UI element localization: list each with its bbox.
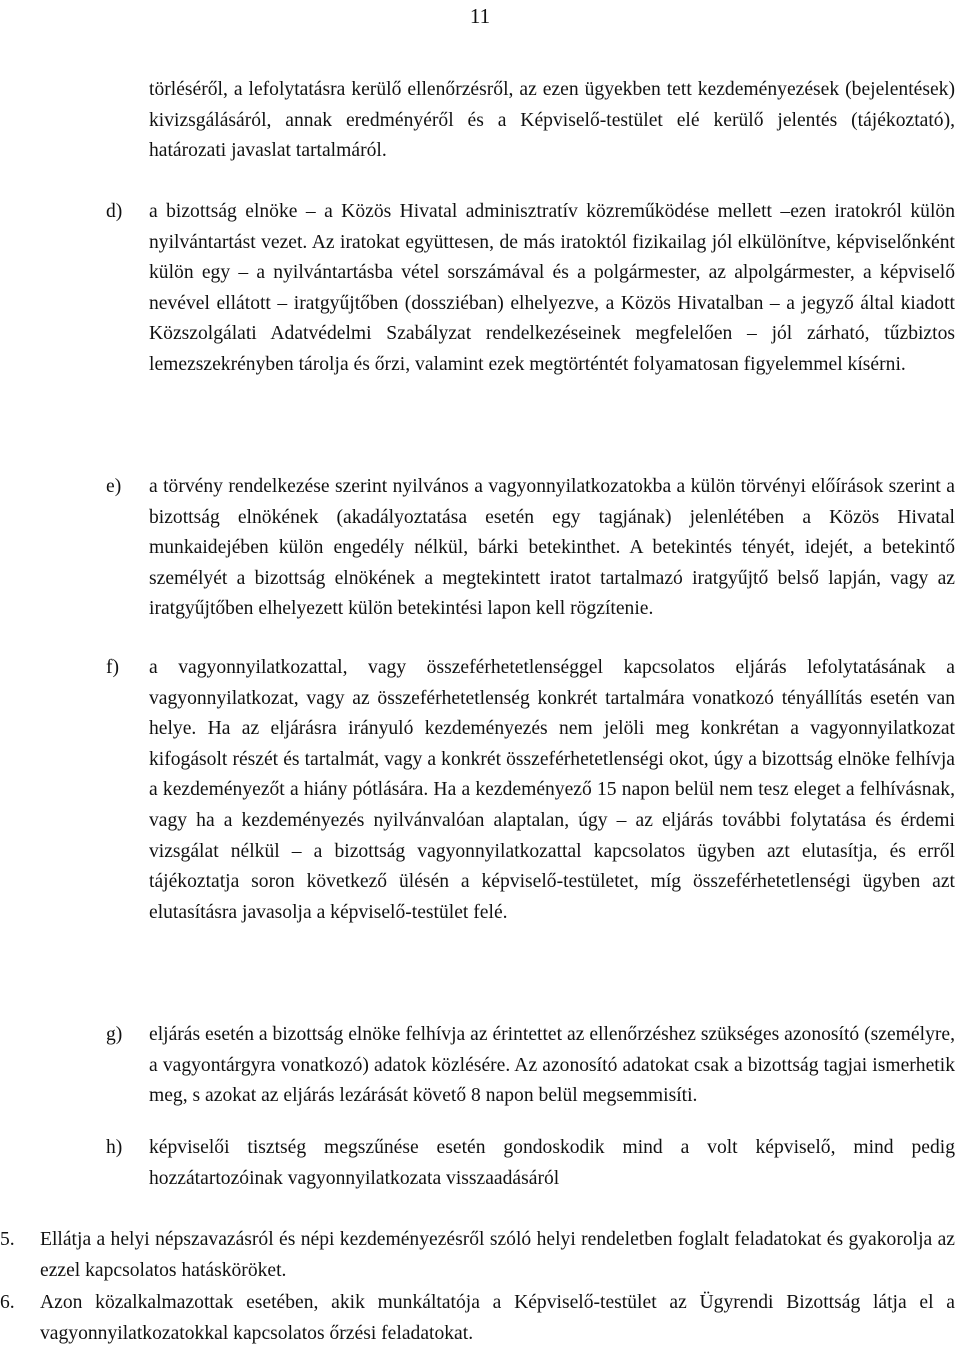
list-item-g — [106, 1020, 955, 1112]
list-marker: d) — [106, 201, 123, 222]
list-item-h — [106, 1133, 955, 1194]
list-item-text: Azon közalkalmazottak esetében, akik munkáltatója a Képviselő-testület az Ügyrendi Bizottság látja el a vagyonnyilatkozatokkal kapcsolatos őrzési feladatokat. — [40, 1292, 955, 1344]
list-item-text: képviselői tisztség megszűnése esetén gondoskodik mind a volt képviselő, mind pedig hozzátartozóinak vagyonnyilatkozata visszaadásáról — [149, 1137, 955, 1189]
list-item-6 — [0, 1288, 955, 1349]
list-marker: f) — [106, 657, 120, 678]
list-marker: h) — [106, 1137, 123, 1158]
list-item-text: a törvény rendelkezése szerint nyilvános a vagyonnyilatkozatokba a külön törvényi előírások szerint a bizottság elnökének (akadályoztatása esetén egy tagjának) jelenlétében a Közös Hivatal munkaidejében külön engedély nélkül, bárki betekinthet. A betekintés tényét, idejét, a betekintő személyét a bizottság elnökének a megtekintett iratot tartalmazó iratgyűjtő belső lapján, vagy az iratgyűjtőben elhelyezett külön betekintési lapon kell rögzítenie. — [149, 476, 955, 620]
continuation-paragraph: törléséről, a lefolytatásra kerülő ellenőrzésről, az ezen ügyekben tett kezdeményezések (bejelentések) kivizsgálásáról, annak eredményéről és a Képviselő-testület elé kerülő jelentés (tájékoztató), határozati javaslat tartalmáról. — [149, 79, 955, 162]
list-item-text: a bizottság elnöke – a Közös Hivatal adminisztratív közreműködése mellett –ezen iratokról külön nyilvántartást vezet. Az iratokat együttesen, de más iratoktól fizikailag jól elkülönítve, képviselőnként külön egy – a nyilvántartásba vétel sorszámával és a polgármester, az alpolgármester, a képviselő nevével ellátott – iratgyűjtőben (dossziéban) elhelyezve, a Közös Hivatalban – a jegyző által kiadott Közszolgálati Adatvédelmi Szabályzat rendelkezéseinek megfelelően – jól zárható, tűzbiztos lemezszekrényben tárolja és őrzi, valamint ezek megtörténtét folyamatosan figyelemmel kísérni. — [149, 201, 955, 375]
list-item-text: eljárás esetén a bizottság elnöke felhívja az érintettet az ellenőrzéshez szükséges azonosító (személyre, a vagyontárgyra vonatkozó) adatok közlésére. Az azonosító adatokat csak a bizottság tagjai ismerhetik meg, s azokat az eljárás lezárását követő 8 napon belül megsemmisíti. — [149, 1024, 955, 1107]
list-marker: e) — [106, 476, 122, 497]
page-number: 11 — [469, 4, 491, 28]
list-marker: g) — [106, 1024, 123, 1045]
list-item-text: Ellátja a helyi népszavazásról és népi kezdeményezésről szóló helyi rendeletben foglalt feladatokat és gyakorolja az ezzel kapcsolatos hatásköröket. — [40, 1229, 955, 1281]
list-item-e — [106, 472, 955, 625]
list-item-f — [106, 653, 955, 928]
list-item-5 — [0, 1225, 955, 1286]
list-marker: 5. — [0, 1229, 15, 1250]
list-item-text: a vagyonnyilatkozattal, vagy összeférhetetlenséggel kapcsolatos eljárás lefolytatásának a vagyonnyilatkozat, vagy az összeférhetetlenség konkrét tartalmára vonatkozó tényállítás esetén van helye. Ha az eljárásra irányuló kezdeményezés nem jelöli meg konkrétan a vagyonnyilatkozat kifogásolt részét és tartalmát, vagy a konkrét összeférhetetlenségi okot, úgy a bizottság elnöke felhívja a kezdeményezőt a hiány pótlására. Ha a kezdeményező 15 napon belül nem tesz eleget a felhívásnak, vagy ha a kezdeményezés nyilvánvalóan alaptalan, úgy – az eljárás további folytatása és érdemi vizsgálat nélkül – a bizottság vagyonnyilatkozattal kapcsolatos ügyben azt elutasítja, és erről tájékoztatja soron következő ülésén a képviselő-testületet, míg összeférhetetlenségi ügyben azt elutasításra javasolja a képviselő-testület felé. — [149, 657, 955, 923]
list-marker: 6. — [0, 1292, 15, 1313]
list-item-d — [106, 197, 955, 381]
